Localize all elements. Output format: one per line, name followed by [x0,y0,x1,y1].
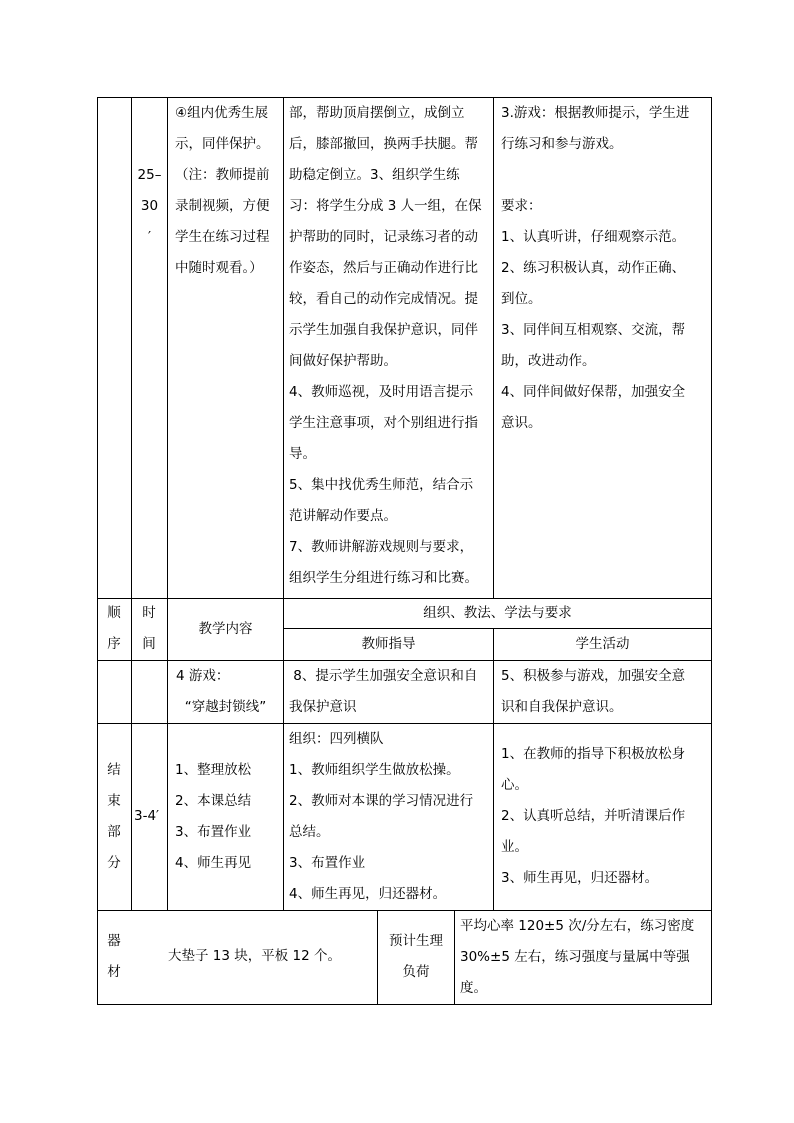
equipment-label: 器材 [107,933,121,980]
student-line: 2、认真听总结，并听清课后作 [501,808,686,824]
time-text: 30 [140,198,159,214]
teacher-cell-top [289,98,482,594]
col-divider [454,910,455,1004]
student-line: 业。 [501,839,528,855]
end-content-cell [175,755,251,879]
header-teacher-guide: 教师指导 [361,636,416,652]
game-title: 4 游戏： [176,668,230,684]
load-line: 30%±5 左右，练习强度与量属中等强 [460,949,690,965]
teacher-line: 2、教师对本课的学习情况进行 [289,793,474,809]
teacher-line: 作姿态，然后与正确动作进行比 [289,260,478,276]
end-section-label: 结束部分 [107,762,121,871]
load-text [460,911,694,1004]
end-teacher-cell [289,724,473,910]
col-divider [493,97,494,598]
teacher-line: 1、教师组织学生做放松操。 [289,762,460,778]
teacher-line: 范讲解动作要点。 [289,508,397,524]
teacher-line: 3、布置作业 [289,855,366,871]
student-cell-top [501,98,689,439]
load-label [378,926,454,988]
col-divider [493,628,494,910]
game-name: “穿越封锁线” [184,699,267,715]
content-line: 录制视频，方便 [175,198,270,214]
student-line: 心。 [501,777,528,793]
teacher-line: 4、教师巡视，及时用语言提示 [289,384,474,400]
content-line: 学生在练习过程 [175,229,270,245]
load-label-line: 负荷 [402,964,430,980]
header-time: 时间 [142,605,156,652]
teacher-line: 组织学生分组进行练习和比赛。 [289,570,478,586]
teacher-line: 示学生加强自我保护意识，同伴 [289,322,478,338]
load-line: 度。 [460,980,487,996]
game-teacher-cell [289,661,477,723]
teacher-line: 8、提示学生加强安全意识和自 [289,668,478,684]
student-line: 到位。 [501,291,542,307]
student-line: 要求： [501,198,542,214]
teacher-line: 导。 [289,446,316,462]
teacher-line: 我保护意识 [289,699,357,715]
student-line: 2、练习积极认真，动作正确、 [501,260,686,276]
table-bottom-border [97,1004,712,1005]
content-line: 示，同伴保护。 [175,136,270,152]
teacher-line: 较，看自己的动作完成情况。提 [289,291,478,307]
end-time: 3-4′ [134,808,160,824]
student-line [501,160,689,191]
teacher-line: 学生注意事项，对个别组进行指 [289,415,478,431]
time-text: ′ [147,229,152,245]
student-line: 1、在教师的指导下积极放松身 [501,746,686,762]
student-line: 4、同伴间做好保帮，加强安全 [501,384,686,400]
teacher-line: 习：将学生分成 3 人一组，在保 [289,198,482,214]
teacher-line: 组织：四列横队 [289,731,384,747]
header-methods: 组织、教法、学法与要求 [423,605,572,621]
content-cell-top [175,98,270,284]
table-right-border [711,97,712,1005]
content-line: （注：教师提前 [175,167,270,183]
teacher-line: 护帮助的同时，记录练习者的动 [289,229,478,245]
content-line: 2、本课总结 [175,793,252,809]
equipment-text: 大垫子 13 块，平板 12 个。 [167,948,342,964]
student-line: 意识。 [501,415,542,431]
student-line: 行练习和参与游戏。 [501,136,623,152]
student-line: 3、师生再见，归还器材。 [501,870,659,886]
student-line: 5、积极参与游戏，加强安全意 [501,668,686,684]
col-divider [283,97,284,910]
time-text: 25– [137,167,162,183]
header-content: 教学内容 [198,621,253,637]
teacher-line: 4、师生再见，归还器材。 [289,886,447,902]
student-line: 1、认真听讲，仔细观察示范。 [501,229,686,245]
student-line: 3.游戏：根据教师提示，学生进 [501,105,690,121]
teacher-line: 助稳定倒立。3、组织学生练 [289,167,460,183]
teacher-line: 总结。 [289,824,330,840]
student-line: 助，改进动作。 [501,353,596,369]
teacher-line: 后，膝部撤回，换两手扶腿。帮 [289,136,478,152]
student-line: 3、同伴间互相观察、交流，帮 [501,322,686,338]
content-line: 3、布置作业 [175,824,252,840]
header-order: 顺序 [107,605,121,652]
teacher-line: 部，帮助顶肩摆倒立，成倒立 [289,105,465,121]
teacher-line: 5、集中找优秀生师范，结合示 [289,477,474,493]
student-line: 识和自我保护意识。 [501,699,623,715]
game-student-cell [501,661,685,723]
time-cell-top [132,160,167,253]
content-line: 1、整理放松 [175,762,252,778]
header-student-activity: 学生活动 [575,636,630,652]
load-line: 平均心率 120±5 次/分左右，练习密度 [460,918,695,934]
content-line: ④组内优秀生展 [175,105,269,121]
content-line: 中随时观看。） [175,260,263,276]
teacher-line: 间做好保护帮助。 [289,353,397,369]
content-line: 4、师生再见 [175,855,252,871]
game-content-cell [168,661,283,723]
end-student-cell [501,739,685,894]
load-label-line: 预计生理 [389,933,443,949]
teacher-line: 7、教师讲解游戏规则与要求， [289,539,474,555]
col-divider [167,97,168,910]
table-left-border [97,97,98,1005]
